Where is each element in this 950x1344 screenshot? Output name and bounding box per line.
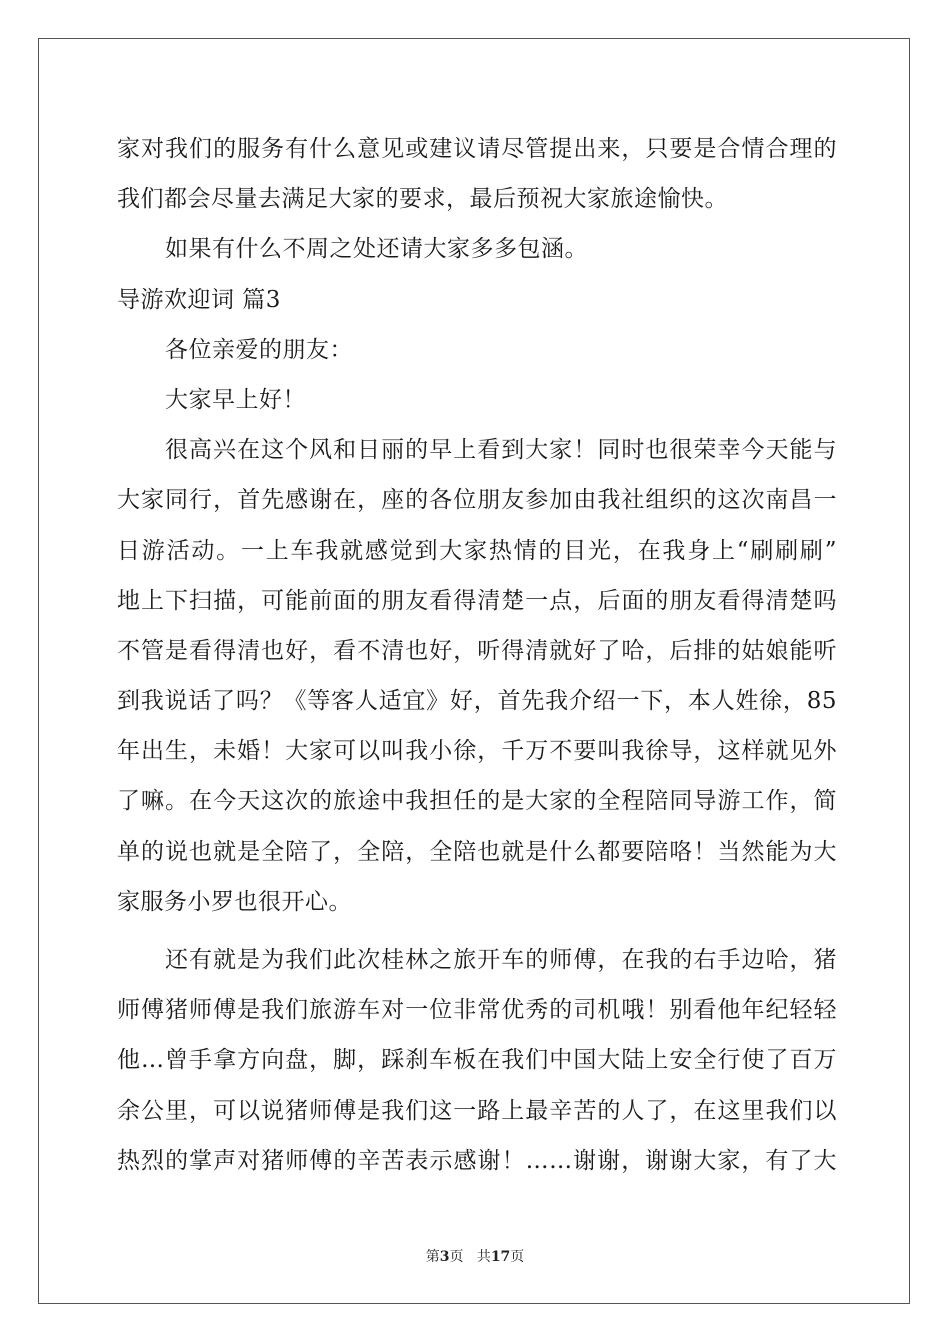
body-line-17: 还有就是为我们此次桂林之旅开车的师傅，在我的右手边哈，猪 [165,947,837,973]
page-footer [0,1248,950,1266]
document-body [117,124,837,1186]
body-line-2: 我们都会尽量去满足大家的要求，最后预祝大家旅途愉快。 [117,186,728,213]
body-line-14: 了嘛。在今天这次的旅途中我担任的是大家的全程陪同导游工作，简 [117,788,837,815]
body-line-9: 日游活动。一上车我就感觉到大家热情的目光，在我身上“刷刷刷” [117,537,837,564]
body-line-13: 年出生，未婚！大家可以叫我小徐，千万不要叫我徐导，这样就见外 [117,738,837,765]
body-line-18: 师傅猪师傅是我们旅游车对一位非常优秀的司机哦！别看他年纪轻轻 [117,997,837,1024]
body-line-16: 家服务小罗也很开心。 [117,888,352,915]
body-line-12: 到我说话了吗？《等客人适宜》好，首先我介绍一下，本人姓徐，85 [117,688,837,715]
total-pages: 17 [490,1249,511,1265]
body-line-7: 很高兴在这个风和日丽的早上看到大家！同时也很荣幸今天能与 [165,437,837,464]
total-suffix: 页 [510,1249,525,1265]
section-heading: 导游欢迎词 篇3 [117,286,281,313]
body-line-15: 单的说也就是全陪了，全陪，全陪也就是什么都要陪咯！当然能为大 [117,838,837,865]
body-line-1: 家对我们的服务有什么意见或建议请尽管提出来，只要是合情合理的 [117,136,837,162]
greeting-line: 各位亲爱的朋友： [165,336,353,363]
paragraph-gap [117,927,837,935]
page-prefix: 第 [425,1249,440,1265]
body-line-11: 不管是看得清也好，看不清也好，听得清就好了哈，后排的姑娘能听 [117,637,837,664]
body-line-8: 大家同行，首先感谢在，座的各位朋友参加由我社组织的这次南昌一 [117,487,837,514]
body-line-3: 如果有什么不周之处还请大家多多包涵。 [165,236,588,263]
morning-greeting: 大家早上好！ [165,386,306,413]
total-prefix: 共 [476,1249,491,1265]
body-line-10: 地上下扫描，可能前面的朋友看得清楚一点，后面的朋友看得清楚吗 [117,587,837,614]
page-suffix: 页 [449,1249,464,1265]
body-line-19: 他…曾手拿方向盘，脚，踩刹车板在我们中国大陆上安全行使了百万 [117,1047,837,1074]
page-number: 3 [439,1249,450,1265]
body-line-20: 余公里，可以说猪师傅是我们这一路上最辛苦的人了，在这里我们以 [117,1097,837,1124]
body-line-21: 热烈的掌声对猪师傅的辛苦表示感谢！……谢谢，谢谢大家，有了大 [117,1147,837,1174]
